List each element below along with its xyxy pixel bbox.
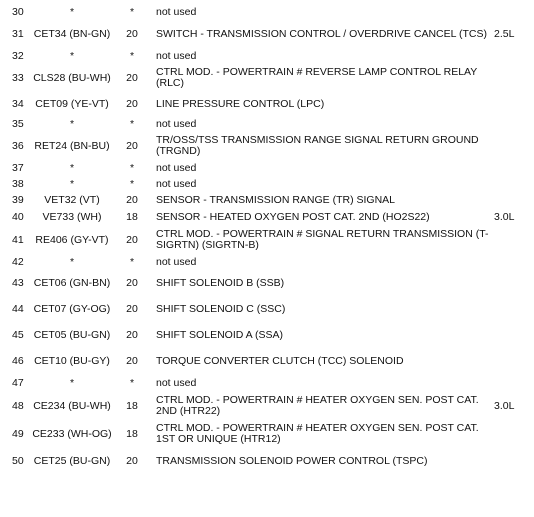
pin-number: 43	[12, 276, 24, 289]
pin-number: 41	[12, 233, 24, 246]
wire-gauge: 20	[126, 194, 138, 206]
circuit-function: CTRL MOD. - POWERTRAIN # SIGNAL RETURN TRANSMISSION (T-SIGRTN) (SIGRTN-B)	[156, 228, 489, 251]
circuit-function: TR/OSS/TSS TRANSMISSION RANGE SIGNAL RETURN GROUND (TRGND)	[156, 134, 479, 157]
pin-number: 50	[12, 454, 24, 467]
table-row	[2, 296, 532, 322]
engine-option	[494, 192, 532, 209]
wire-gauge: 20	[126, 354, 138, 367]
table-row	[2, 4, 532, 20]
table-row	[2, 132, 532, 160]
wire-gauge: 20	[126, 139, 138, 152]
pinout-rows	[2, 4, 532, 474]
circuit-function: not used	[156, 161, 197, 174]
table-row	[2, 64, 532, 92]
engine-option	[494, 226, 532, 254]
circuit-wire: *	[69, 5, 75, 18]
wire-gauge: 20	[126, 27, 138, 40]
wire-gauge: *	[129, 177, 135, 190]
circuit-wire: CET09 (YE-VT)	[35, 97, 109, 110]
pin-number: 47	[12, 376, 24, 389]
circuit-function: TORQUE CONVERTER CLUTCH (TCC) SOLENOID	[156, 354, 404, 367]
engine-option	[494, 270, 532, 296]
wire-gauge: *	[129, 117, 135, 130]
engine-option	[494, 420, 532, 448]
wire-gauge: 20	[126, 302, 138, 315]
wire-gauge: 18	[126, 399, 138, 412]
circuit-wire: CE233 (WH-OG)	[32, 427, 112, 440]
engine-option	[494, 348, 532, 374]
table-row	[2, 192, 532, 209]
engine-option	[494, 374, 532, 392]
wire-gauge: 20	[126, 233, 138, 246]
circuit-wire: CET06 (GN-BN)	[33, 276, 111, 289]
table-row	[2, 448, 532, 474]
pin-number: 46	[12, 354, 24, 367]
circuit-wire: CET10 (BU-GY)	[34, 354, 110, 367]
circuit-wire: VE733 (WH)	[42, 211, 102, 223]
circuit-function: SHIFT SOLENOID A (SSA)	[156, 328, 284, 341]
engine-option	[494, 296, 532, 322]
table-row	[2, 392, 532, 420]
wire-gauge: 18	[126, 427, 138, 440]
circuit-function: SHIFT SOLENOID C (SSC)	[156, 302, 286, 315]
table-row	[2, 270, 532, 296]
table-row	[2, 348, 532, 374]
circuit-wire: *	[69, 49, 75, 62]
pin-number: 44	[12, 302, 24, 315]
wire-gauge: *	[129, 376, 135, 389]
wire-gauge: 18	[126, 211, 138, 223]
engine-option	[494, 448, 532, 474]
wire-gauge: 20	[126, 328, 138, 341]
engine-option	[494, 4, 532, 20]
table-row	[2, 209, 532, 226]
table-row	[2, 176, 532, 192]
circuit-function: not used	[156, 255, 197, 268]
table-row	[2, 420, 532, 448]
engine-option	[494, 254, 532, 270]
pin-number: 36	[12, 139, 24, 152]
circuit-wire: *	[69, 161, 75, 174]
circuit-function: SENSOR - TRANSMISSION RANGE (TR) SIGNAL	[156, 194, 396, 206]
pin-number: 39	[12, 194, 24, 206]
wire-gauge: *	[129, 161, 135, 174]
circuit-function: not used	[156, 49, 197, 62]
engine-option	[494, 92, 532, 116]
wire-gauge: *	[129, 5, 135, 18]
circuit-function: SHIFT SOLENOID B (SSB)	[156, 276, 285, 289]
engine-option: 3.0L	[494, 211, 515, 223]
circuit-function: SENSOR - HEATED OXYGEN POST CAT. 2ND (HO2S22)	[156, 211, 430, 223]
wire-gauge: 20	[126, 276, 138, 289]
pin-number: 30	[12, 5, 24, 18]
circuit-function: CTRL MOD. - POWERTRAIN # HEATER OXYGEN SEN. POST CAT. 1ST OR UNIQUE (HTR12)	[156, 422, 479, 445]
engine-option	[494, 116, 532, 132]
circuit-wire: CE234 (BU-WH)	[33, 399, 111, 412]
circuit-wire: CET25 (BU-GN)	[33, 454, 111, 467]
wire-gauge: 20	[126, 71, 138, 84]
table-row	[2, 160, 532, 176]
pin-number: 33	[12, 71, 24, 84]
circuit-wire: CET34 (BN-GN)	[33, 27, 111, 40]
connector-pinout-table	[2, 4, 532, 474]
engine-option	[494, 176, 532, 192]
engine-option	[494, 322, 532, 348]
pin-number: 35	[12, 117, 24, 130]
wire-gauge: *	[129, 49, 135, 62]
circuit-wire: RE406 (GY-VT)	[35, 233, 109, 246]
table-row	[2, 20, 532, 48]
table-row	[2, 92, 532, 116]
circuit-function: LINE PRESSURE CONTROL (LPC)	[156, 97, 325, 110]
engine-option: 2.5L	[494, 27, 515, 40]
circuit-function: not used	[156, 177, 197, 190]
wire-gauge: 20	[126, 454, 138, 467]
table-row	[2, 48, 532, 64]
table-row	[2, 374, 532, 392]
circuit-function: not used	[156, 117, 197, 130]
engine-option: 3.0L	[494, 399, 515, 412]
circuit-wire: CET05 (BU-GN)	[33, 328, 111, 341]
circuit-wire: *	[69, 255, 75, 268]
circuit-function: not used	[156, 5, 197, 18]
pin-number: 49	[12, 427, 24, 440]
table-row	[2, 116, 532, 132]
table-row	[2, 226, 532, 254]
circuit-wire: *	[69, 177, 75, 190]
wire-gauge: *	[129, 255, 135, 268]
wire-gauge: 20	[126, 97, 138, 110]
engine-option	[494, 132, 532, 160]
engine-option	[494, 48, 532, 64]
pin-number: 42	[12, 255, 24, 268]
circuit-wire: CLS28 (BU-WH)	[33, 71, 111, 84]
circuit-wire: VET32 (VT)	[44, 194, 100, 206]
pin-number: 45	[12, 328, 24, 341]
circuit-wire: RET24 (BN-BU)	[34, 139, 110, 152]
circuit-function: CTRL MOD. - POWERTRAIN # HEATER OXYGEN SEN. POST CAT. 2ND (HTR22)	[156, 394, 479, 417]
circuit-function: CTRL MOD. - POWERTRAIN # REVERSE LAMP CONTROL RELAY (RLC)	[156, 66, 478, 89]
circuit-function: not used	[156, 376, 197, 389]
table-row	[2, 254, 532, 270]
engine-option	[494, 160, 532, 176]
pin-number: 38	[12, 177, 24, 190]
circuit-wire: CET07 (GY-OG)	[33, 302, 111, 315]
pin-number: 34	[12, 97, 24, 110]
circuit-wire: *	[69, 376, 75, 389]
pin-number: 31	[12, 27, 24, 40]
pin-number: 32	[12, 49, 24, 62]
circuit-wire: *	[69, 117, 75, 130]
table-row	[2, 322, 532, 348]
pin-number: 48	[12, 399, 24, 412]
engine-option	[494, 64, 532, 92]
pin-number: 40	[12, 211, 24, 223]
circuit-function: TRANSMISSION SOLENOID POWER CONTROL (TSPC)	[156, 454, 428, 467]
circuit-function: SWITCH - TRANSMISSION CONTROL / OVERDRIVE CANCEL (TCS)	[156, 27, 487, 40]
pin-number: 37	[12, 161, 24, 174]
